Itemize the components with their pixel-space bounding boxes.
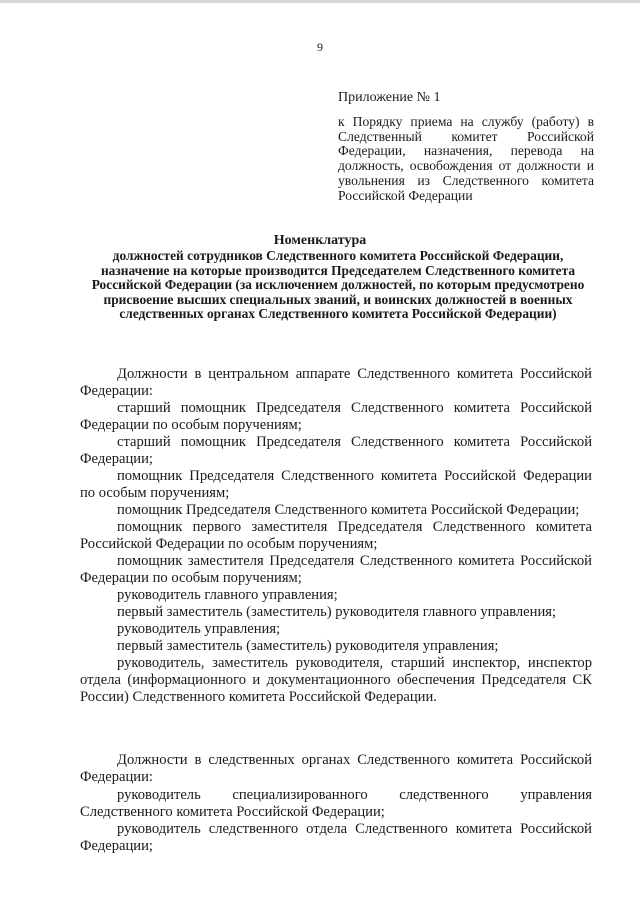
appendix-title: Приложение № 1 <box>338 90 441 105</box>
list-item: помощник Председателя Следственного комитета Российской Федерации; <box>117 502 580 518</box>
section-heading: Должности в центральном аппарате Следственного комитета Российской Федерации: <box>80 366 592 399</box>
scan-top-edge <box>0 0 640 3</box>
list-item: руководитель управления; <box>117 621 281 637</box>
section-investigative-bodies <box>80 752 592 855</box>
list-item: помощник заместителя Председателя Следственного комитета Российской Федерации по особым поручениям; <box>80 553 592 586</box>
list-item: первый заместитель (заместитель) руководителя управления; <box>117 638 499 654</box>
list-item: руководитель следственного отдела Следственного комитета Российской Федерации; <box>80 821 592 854</box>
nomenclature-title: Номенклатура <box>273 233 367 248</box>
list-item: руководитель главного управления; <box>117 587 338 603</box>
section-heading: Должности в следственных органах Следственного комитета Российской Федерации: <box>80 752 592 785</box>
list-item: руководитель специализированного следственного управления Следственного комитета Российской Федерации; <box>80 787 592 820</box>
list-item: старший помощник Председателя Следственного комитета Российской Федерации; <box>80 434 592 467</box>
list-item: помощник Председателя Следственного комитета Российской Федерации по особым поручениям; <box>80 468 592 501</box>
list-item: первый заместитель (заместитель) руководителя главного управления; <box>117 604 557 620</box>
appendix-subtitle: к Порядку приема на службу (работу) в Следственный комитет Российской Федерации, назначения, перевода на должность, освобождения от должности и увольнения из Следственного комитета Российской Федерации <box>338 114 594 203</box>
section-central-apparatus <box>80 366 592 706</box>
page-number: 9 <box>317 40 323 54</box>
nomenclature-description: должностей сотрудников Следственного комитета Российской Федерации, назначение на которые производится Председателем Следственного комитета Российской Федерации (за исключением должностей, по которым предусмотрено присвоение высших специальных званий, и воинских должностей в военных следственных органах Следственного комитета Российской Федерации) <box>91 248 585 322</box>
list-item: руководитель, заместитель руководителя, старший инспектор, инспектор отдела (информационного и документационного обеспечения Председателя СК России) Следственного комитета Российской Федерации. <box>80 655 592 705</box>
list-item: помощник первого заместителя Председателя Следственного комитета Российской Федерации по особым поручениям; <box>80 519 592 552</box>
list-item: старший помощник Председателя Следственного комитета Российской Федерации по особым поручениям; <box>80 400 592 433</box>
